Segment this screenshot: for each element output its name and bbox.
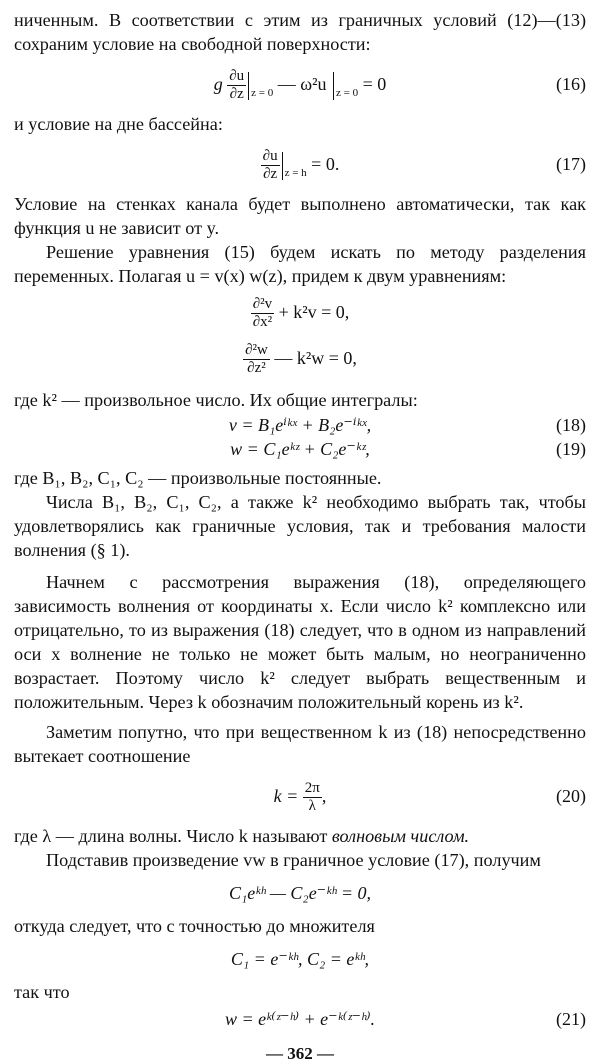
equation-a bbox=[14, 290, 586, 334]
equation-17 bbox=[14, 142, 586, 186]
fraction bbox=[251, 296, 274, 331]
eq-term: k = bbox=[273, 786, 303, 806]
fraction bbox=[261, 148, 280, 183]
equation-number: (19) bbox=[556, 439, 586, 459]
numerator: ∂u bbox=[262, 148, 278, 165]
paragraph: где k² — произвольное число. Их общие интегралы: bbox=[14, 390, 418, 410]
numerator: ∂²w bbox=[245, 342, 268, 359]
equation-d bbox=[14, 944, 586, 974]
equation-21 bbox=[14, 1004, 586, 1034]
paragraph: Условие на стенках канала будет выполнено автоматически, так как функция u не зависит от y. bbox=[14, 194, 586, 238]
paragraph: где B₁, B₂, C₁, C₂ — произвольные постоянные. bbox=[14, 468, 382, 488]
equation-c bbox=[14, 878, 586, 908]
paragraph: Заметим попутно, что при вещественном k из (18) непосредственно вытекает соотношение bbox=[14, 722, 586, 766]
eq-term: = 0. bbox=[306, 154, 340, 174]
emphasis-text: волновым числом. bbox=[331, 826, 470, 846]
denominator: λ bbox=[308, 798, 316, 815]
page bbox=[14, 8, 586, 1064]
denominator: ∂x² bbox=[252, 314, 273, 331]
eq-term: , bbox=[321, 786, 327, 806]
equation-number: (17) bbox=[556, 154, 586, 174]
equation-b bbox=[14, 336, 586, 380]
eq-term: + k²v = 0, bbox=[274, 302, 350, 322]
paragraph: ниченным. В соответствии с этим из граничных условий (12)—(13) сохраним условие на свободной поверхности: bbox=[14, 10, 586, 54]
eq-term: v = B₁eⁱᵏˣ + B₂e⁻ⁱᵏˣ, bbox=[228, 415, 372, 435]
eq-term: w = eᵏ⁽ᶻ⁻ʰ⁾ + e⁻ᵏ⁽ᶻ⁻ʰ⁾. bbox=[224, 1009, 375, 1029]
equation-number: (16) bbox=[556, 74, 586, 94]
page-number: — 362 — bbox=[266, 1044, 334, 1063]
paragraph: так что bbox=[14, 982, 70, 1002]
equation-number: (21) bbox=[556, 1009, 586, 1029]
eq-term: = 0 bbox=[358, 74, 387, 94]
fraction bbox=[303, 780, 322, 815]
equation-19 bbox=[14, 438, 586, 460]
text: где λ — длина волны. Число k называют bbox=[14, 826, 332, 846]
numerator: ∂²v bbox=[252, 296, 273, 313]
paragraph bbox=[14, 824, 586, 848]
eq-symbol: g bbox=[213, 74, 223, 94]
paragraph: Подставив произведение vw в граничное условие (17), получим bbox=[46, 850, 541, 870]
eq-term: C₁eᵏʰ — C₂e⁻ᵏʰ = 0, bbox=[229, 883, 371, 903]
numerator: 2π bbox=[304, 780, 320, 797]
numerator: ∂u bbox=[229, 68, 245, 85]
paragraph: и условие на дне бассейна: bbox=[14, 114, 223, 134]
eq-term: — ω²u bbox=[273, 74, 331, 94]
denominator: ∂z² bbox=[247, 360, 266, 377]
paragraph: Начнем с рассмотрения выражения (18), определяющего зависимость волнения от координаты x. Если число k² комплексно или отрицательно, то из выражения (18) следует, что в одном из направлений оси x волнение не только не может быть малым, но неограниченно возрастает. Поэтому число k² следует выбрать вещественным и положительным. Через k обозначим положительный корень из k². bbox=[14, 572, 586, 712]
equation-number: (20) bbox=[556, 786, 586, 806]
condition: z = 0 bbox=[336, 87, 359, 99]
fraction bbox=[243, 342, 270, 377]
denominator: ∂z bbox=[263, 166, 278, 183]
paragraph: Решение уравнения (15) будем искать по методу разделения переменных. Полагая u = v(x) w(z), придем к двум уравнениям: bbox=[14, 242, 586, 286]
eq-term: C₁ = e⁻ᵏʰ, C₂ = eᵏʰ, bbox=[230, 949, 370, 969]
fraction bbox=[227, 68, 246, 103]
equation-18 bbox=[14, 414, 586, 436]
equation-20 bbox=[14, 774, 586, 818]
paragraph: откуда следует, что с точностью до множителя bbox=[14, 916, 375, 936]
equation-number: (18) bbox=[556, 415, 586, 435]
denominator: ∂z bbox=[229, 86, 244, 103]
eq-term: — k²w = 0, bbox=[269, 348, 357, 368]
paragraph: Числа B₁, B₂, C₁, C₂, а также k² необходимо выбрать так, чтобы удовлетворялись как граничные условия, так и требования малости волнения (§ 1). bbox=[14, 492, 586, 560]
condition: z = 0 bbox=[251, 87, 274, 99]
eq-term: w = C₁eᵏᶻ + C₂e⁻ᵏᶻ, bbox=[230, 439, 370, 459]
equation-16 bbox=[14, 62, 586, 106]
condition: z = h bbox=[284, 167, 307, 179]
